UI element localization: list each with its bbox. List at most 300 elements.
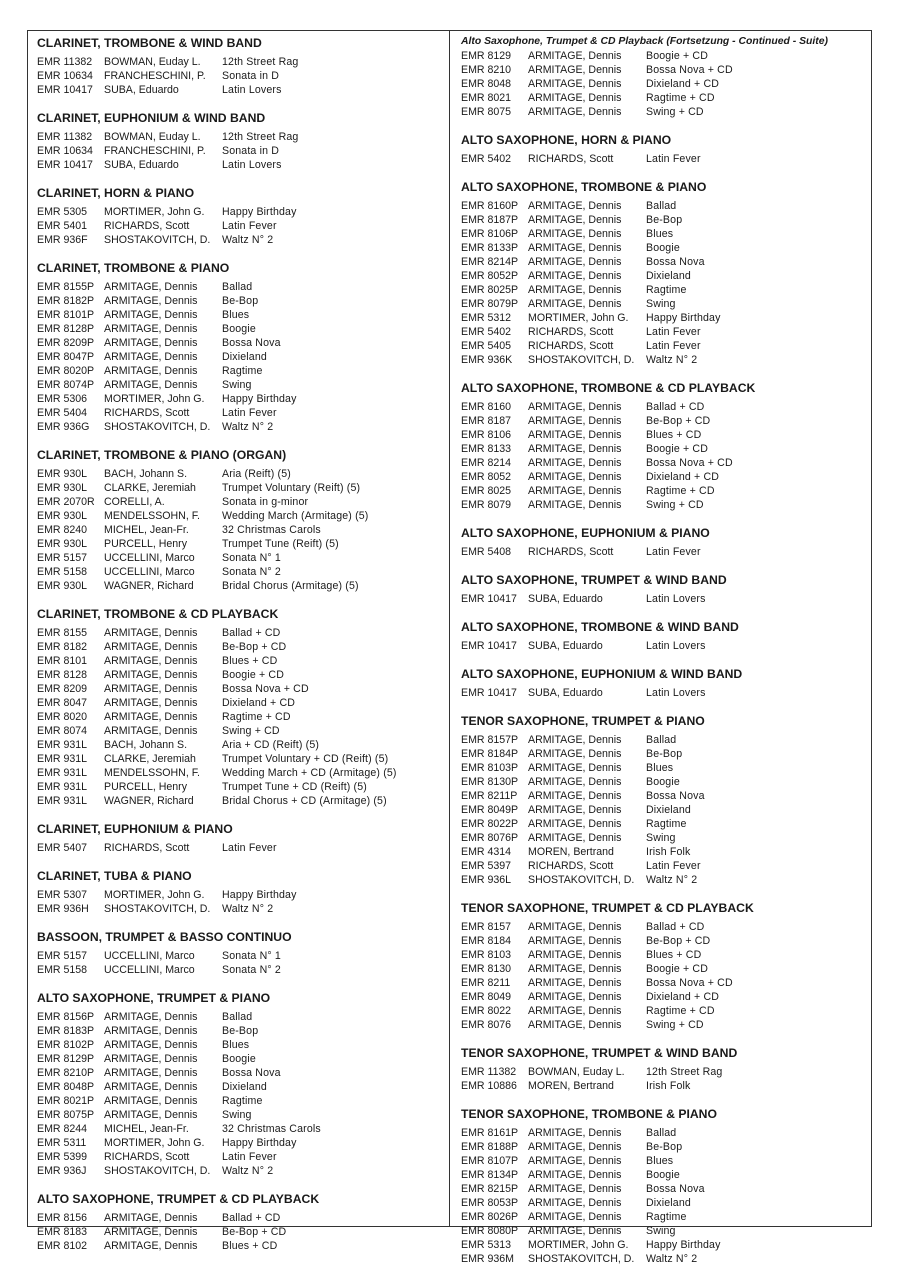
catalog-entry <box>461 255 866 269</box>
composer: BOWMAN, Euday L. <box>528 1066 625 1078</box>
composer: SUBA, Eduardo <box>104 84 179 96</box>
composer: ARMITAGE, Dennis <box>104 627 198 639</box>
catalog-entry <box>37 83 442 97</box>
piece-title: Be-Bop <box>222 295 259 307</box>
catalog-entry <box>461 49 866 63</box>
piece-title: Dixieland <box>646 270 691 282</box>
catalog-entry <box>37 841 442 855</box>
composer: UCCELLINI, Marco <box>104 950 195 962</box>
composer: ARMITAGE, Dennis <box>528 298 622 310</box>
section-title: TENOR SAXOPHONE, TRUMPET & WIND BAND <box>461 1046 738 1060</box>
piece-title: Latin Fever <box>222 407 277 419</box>
catalog-entry <box>461 470 866 484</box>
catalog-entry <box>461 948 866 962</box>
composer: ARMITAGE, Dennis <box>528 499 622 511</box>
composer: ARMITAGE, Dennis <box>104 1240 198 1252</box>
catalog-entry <box>37 523 442 537</box>
section-title: CLARINET, EUPHONIUM & PIANO <box>37 822 233 836</box>
piece-title: Ballad <box>646 1127 677 1139</box>
catalog-entry <box>37 551 442 565</box>
piece-title: Latin Lovers <box>646 640 706 652</box>
catalog-entry <box>461 775 866 789</box>
piece-title: Sonata N° 1 <box>222 950 281 962</box>
piece-title: Aria + CD (Reift) (5) <box>222 739 320 751</box>
section-title: BASSOON, TRUMPET & BASSO CONTINUO <box>37 930 292 944</box>
catalog-number: EMR 8047 <box>37 697 88 709</box>
composer: ARMITAGE, Dennis <box>528 949 622 961</box>
catalog-entry <box>37 565 442 579</box>
catalog-entry <box>461 297 866 311</box>
catalog-number: EMR 8209P <box>37 337 95 349</box>
catalog-entry <box>461 400 866 414</box>
catalog-entry <box>461 976 866 990</box>
piece-title: Irish Folk <box>646 1080 691 1092</box>
catalog-number: EMR 5307 <box>37 889 88 901</box>
catalog-entry <box>461 484 866 498</box>
catalog-number: EMR 8026P <box>461 1211 519 1223</box>
composer: ARMITAGE, Dennis <box>104 683 198 695</box>
composer: CLARKE, Jeremiah <box>104 482 196 494</box>
composer: ARMITAGE, Dennis <box>528 1225 622 1237</box>
piece-title: 12th Street Rag <box>222 56 299 68</box>
catalog-entry <box>461 325 866 339</box>
catalog-entry <box>461 269 866 283</box>
catalog-number: EMR 8129P <box>37 1053 95 1065</box>
catalog-entry <box>461 1252 866 1266</box>
composer: SHOSTAKOVITCH, D. <box>104 421 211 433</box>
piece-title: Sonata N° 2 <box>222 964 281 976</box>
catalog-number: EMR 2070R <box>37 496 95 508</box>
section-title: CLARINET, TROMBONE & PIANO (ORGAN) <box>37 448 287 462</box>
composer: ARMITAGE, Dennis <box>528 1141 622 1153</box>
catalog-number: EMR 930L <box>37 580 88 592</box>
composer: SUBA, Eduardo <box>528 593 603 605</box>
catalog-entry <box>37 495 442 509</box>
catalog-number: EMR 5402 <box>461 326 512 338</box>
catalog-entry <box>461 442 866 456</box>
catalog-number: EMR 8182 <box>37 641 88 653</box>
composer: ARMITAGE, Dennis <box>528 1169 622 1181</box>
composer: ARMITAGE, Dennis <box>104 1067 198 1079</box>
catalog-entry <box>37 949 442 963</box>
composer: SUBA, Eduardo <box>528 687 603 699</box>
composer: ARMITAGE, Dennis <box>528 1197 622 1209</box>
composer: ARMITAGE, Dennis <box>528 991 622 1003</box>
composer: MICHEL, Jean-Fr. <box>104 1123 189 1135</box>
composer: UCCELLINI, Marco <box>104 566 195 578</box>
section-entries <box>37 841 442 855</box>
catalog-entry <box>461 353 866 367</box>
catalog-number: EMR 11382 <box>37 131 93 143</box>
piece-title: Dixieland + CD <box>646 471 720 483</box>
section-title: CLARINET, HORN & PIANO <box>37 186 195 200</box>
catalog-entry <box>37 888 442 902</box>
catalog-entry <box>461 1154 866 1168</box>
catalog-number: EMR 8076 <box>461 1019 512 1031</box>
catalog-number: EMR 936H <box>37 903 89 915</box>
piece-title: Be-Bop + CD <box>646 415 711 427</box>
catalog-number: EMR 10417 <box>37 159 93 171</box>
composer: ARMITAGE, Dennis <box>528 443 622 455</box>
catalog-number: EMR 8211 <box>461 977 511 989</box>
catalog-entry <box>461 1238 866 1252</box>
catalog-entry <box>37 738 442 752</box>
catalog-number: EMR 5405 <box>461 340 512 352</box>
catalog-number: EMR 8079 <box>461 499 512 511</box>
catalog-number: EMR 11382 <box>37 56 93 68</box>
catalog-number: EMR 936J <box>37 1165 87 1177</box>
section-title: ALTO SAXOPHONE, HORN & PIANO <box>461 133 672 147</box>
catalog-entry <box>461 733 866 747</box>
composer: CLARKE, Jeremiah <box>104 753 196 765</box>
catalog-number: EMR 5408 <box>461 546 512 558</box>
composer: BACH, Johann S. <box>104 739 188 751</box>
piece-title: Ballad <box>646 734 677 746</box>
section-title: TENOR SAXOPHONE, TRUMPET & CD PLAYBACK <box>461 901 754 915</box>
composer: ARMITAGE, Dennis <box>104 323 198 335</box>
catalog-number: EMR 936F <box>37 234 88 246</box>
catalog-number: EMR 5404 <box>37 407 88 419</box>
catalog-number: EMR 8076P <box>461 832 519 844</box>
piece-title: Boogie <box>646 1169 680 1181</box>
composer: ARMITAGE, Dennis <box>104 669 198 681</box>
catalog-number: EMR 10634 <box>37 145 93 157</box>
catalog-entry <box>37 420 442 434</box>
catalog-entry <box>461 1004 866 1018</box>
catalog-number: EMR 8244 <box>37 1123 88 1135</box>
catalog-number: EMR 8080P <box>461 1225 519 1237</box>
catalog-entry <box>37 1150 442 1164</box>
catalog-entry <box>37 1136 442 1150</box>
catalog-number: EMR 8182P <box>37 295 95 307</box>
catalog-entry <box>461 428 866 442</box>
catalog-number: EMR 8022 <box>461 1005 512 1017</box>
piece-title: Be-Bop <box>646 1141 683 1153</box>
catalog-number: EMR 8184 <box>461 935 512 947</box>
catalog-entry <box>37 537 442 551</box>
catalog-entry <box>37 668 442 682</box>
piece-title: Ragtime <box>222 365 263 377</box>
catalog-entry <box>461 873 866 887</box>
piece-title: Swing <box>646 298 676 310</box>
section-entries <box>37 280 442 434</box>
catalog-number: EMR 10417 <box>461 593 517 605</box>
catalog-entry <box>37 696 442 710</box>
catalog-entry <box>461 639 866 653</box>
catalog-entry <box>37 1024 442 1038</box>
composer: ARMITAGE, Dennis <box>104 1039 198 1051</box>
catalog-entry <box>461 77 866 91</box>
catalog-number: EMR 8106 <box>461 429 512 441</box>
composer: RICHARDS, Scott <box>528 326 614 338</box>
composer: ARMITAGE, Dennis <box>528 214 622 226</box>
section-title: ALTO SAXOPHONE, TROMBONE & PIANO <box>461 180 707 194</box>
piece-title: Irish Folk <box>646 846 691 858</box>
piece-title: Be-Bop + CD <box>222 641 287 653</box>
piece-title: Boogie + CD <box>646 963 709 975</box>
catalog-number: EMR 8128P <box>37 323 95 335</box>
catalog-entry <box>461 817 866 831</box>
composer: ARMITAGE, Dennis <box>528 415 622 427</box>
piece-title: Blues <box>646 1155 674 1167</box>
catalog-entry <box>37 378 442 392</box>
composer: RICHARDS, Scott <box>528 860 614 872</box>
catalog-entry <box>461 845 866 859</box>
piece-title: Bossa Nova <box>646 256 705 268</box>
catalog-number: EMR 8155P <box>37 281 95 293</box>
catalog-number: EMR 5313 <box>461 1239 512 1251</box>
piece-title: Swing <box>646 832 676 844</box>
catalog-entry <box>461 1079 866 1093</box>
piece-title: Dixieland <box>222 351 267 363</box>
composer: RICHARDS, Scott <box>528 153 614 165</box>
catalog-number: EMR 8075P <box>37 1109 95 1121</box>
composer: ARMITAGE, Dennis <box>528 256 622 268</box>
composer: BACH, Johann S. <box>104 468 188 480</box>
catalog-entry <box>461 789 866 803</box>
piece-title: Blues + CD <box>222 655 278 667</box>
catalog-number: EMR 8103P <box>461 762 519 774</box>
catalog-number: EMR 8048 <box>461 78 512 90</box>
piece-title: Waltz N° 2 <box>222 903 274 915</box>
catalog-entry <box>37 144 442 158</box>
catalog-number: EMR 936K <box>461 354 513 366</box>
catalog-entry <box>461 1168 866 1182</box>
composer: SHOSTAKOVITCH, D. <box>104 1165 211 1177</box>
composer: MOREN, Bertrand <box>528 846 614 858</box>
composer: ARMITAGE, Dennis <box>528 471 622 483</box>
catalog-number: EMR 8160P <box>461 200 519 212</box>
catalog-entry <box>37 780 442 794</box>
catalog-number: EMR 4314 <box>461 846 512 858</box>
piece-title: Bossa Nova + CD <box>646 457 733 469</box>
section-entries <box>37 55 442 97</box>
catalog-entry <box>461 105 866 119</box>
composer: ARMITAGE, Dennis <box>104 641 198 653</box>
catalog-number: EMR 8102P <box>37 1039 95 1051</box>
composer: MORTIMER, John G. <box>528 312 629 324</box>
piece-title: Be-Bop + CD <box>222 1226 287 1238</box>
piece-title: Blues <box>222 1039 250 1051</box>
piece-title: Swing + CD <box>222 725 280 737</box>
piece-title: Latin Fever <box>646 340 701 352</box>
section-entries <box>37 205 442 247</box>
composer: MENDELSSOHN, F. <box>104 510 200 522</box>
section-entries <box>37 888 442 916</box>
section-entries <box>461 1126 866 1266</box>
section-entries <box>461 199 866 367</box>
piece-title: Boogie + CD <box>646 50 709 62</box>
piece-title: Blues + CD <box>222 1240 278 1252</box>
catalog-number: EMR 5402 <box>461 153 512 165</box>
catalog-number: EMR 8075 <box>461 106 512 118</box>
composer: ARMITAGE, Dennis <box>528 977 622 989</box>
piece-title: Waltz N° 2 <box>222 421 274 433</box>
piece-title: Swing + CD <box>646 106 704 118</box>
piece-title: Happy Birthday <box>646 1239 721 1251</box>
composer: ARMITAGE, Dennis <box>528 776 622 788</box>
catalog-entry <box>37 205 442 219</box>
composer: ARMITAGE, Dennis <box>104 1109 198 1121</box>
composer: ARMITAGE, Dennis <box>528 284 622 296</box>
piece-title: Swing <box>222 1109 252 1121</box>
catalog-number: EMR 8128 <box>37 669 88 681</box>
piece-title: Bossa Nova + CD <box>646 977 733 989</box>
catalog-entry <box>461 934 866 948</box>
catalog-entry <box>37 794 442 808</box>
catalog-number: EMR 8183 <box>37 1226 88 1238</box>
catalog-entry <box>37 1108 442 1122</box>
catalog-entry <box>461 545 866 559</box>
catalog-number: EMR 8157P <box>461 734 519 746</box>
catalog-number: EMR 8074 <box>37 725 88 737</box>
piece-title: Ragtime <box>646 284 687 296</box>
piece-title: Bridal Chorus (Armitage) (5) <box>222 580 359 592</box>
composer: ARMITAGE, Dennis <box>104 295 198 307</box>
composer: ARMITAGE, Dennis <box>528 921 622 933</box>
piece-title: Ballad <box>222 281 253 293</box>
catalog-number: EMR 5157 <box>37 950 88 962</box>
catalog-entry <box>461 686 866 700</box>
composer: BOWMAN, Euday L. <box>104 131 201 143</box>
catalog-entry <box>37 69 442 83</box>
catalog-number: EMR 8214 <box>461 457 512 469</box>
catalog-number: EMR 5401 <box>37 220 88 232</box>
catalog-entry <box>461 962 866 976</box>
catalog-number: EMR 931L <box>37 739 88 751</box>
composer: MICHEL, Jean-Fr. <box>104 524 189 536</box>
catalog-number: EMR 8102 <box>37 1240 88 1252</box>
composer: ARMITAGE, Dennis <box>104 1226 198 1238</box>
catalog-entry <box>37 130 442 144</box>
composer: ARMITAGE, Dennis <box>104 697 198 709</box>
catalog-entry <box>37 1066 442 1080</box>
catalog-number: EMR 10634 <box>37 70 93 82</box>
composer: MORTIMER, John G. <box>104 1137 205 1149</box>
catalog-number: EMR 8130P <box>461 776 519 788</box>
catalog-number: EMR 5312 <box>461 312 512 324</box>
catalog-entry <box>37 1080 442 1094</box>
catalog-number: EMR 8188P <box>461 1141 519 1153</box>
composer: ARMITAGE, Dennis <box>104 1053 198 1065</box>
piece-title: 32 Christmas Carols <box>222 1123 321 1135</box>
section-title: Alto Saxophone, Trumpet & CD Playback (Fortsetzung - Continued - Suite) <box>461 36 828 47</box>
catalog-entry <box>37 336 442 350</box>
piece-title: Blues <box>646 762 674 774</box>
composer: FRANCHESCHINI, P. <box>104 70 206 82</box>
catalog-entry <box>37 1038 442 1052</box>
catalog-entry <box>37 481 442 495</box>
catalog-number: EMR 10417 <box>37 84 93 96</box>
section-entries <box>461 920 866 1032</box>
piece-title: Latin Lovers <box>222 84 282 96</box>
piece-title: Ragtime <box>646 1211 687 1223</box>
catalog-number: EMR 931L <box>37 767 88 779</box>
composer: ARMITAGE, Dennis <box>528 429 622 441</box>
piece-title: Bossa Nova + CD <box>646 64 733 76</box>
catalog-entry <box>461 339 866 353</box>
section-entries <box>461 592 866 606</box>
catalog-entry <box>37 1010 442 1024</box>
composer: ARMITAGE, Dennis <box>528 200 622 212</box>
catalog-entry <box>461 1140 866 1154</box>
piece-title: Swing + CD <box>646 499 704 511</box>
section-entries <box>37 1211 442 1253</box>
piece-title: Ragtime <box>222 1095 263 1107</box>
composer: ARMITAGE, Dennis <box>104 1095 198 1107</box>
catalog-number: EMR 8022P <box>461 818 519 830</box>
piece-title: Ballad <box>222 1011 253 1023</box>
catalog-entry <box>461 152 866 166</box>
piece-title: Be-Bop <box>646 214 683 226</box>
catalog-entry <box>37 1164 442 1178</box>
section-entries <box>37 626 442 808</box>
catalog-number: EMR 8187P <box>461 214 519 226</box>
composer: ARMITAGE, Dennis <box>528 106 622 118</box>
catalog-number: EMR 8130 <box>461 963 512 975</box>
catalog-number: EMR 8156P <box>37 1011 95 1023</box>
catalog-number: EMR 931L <box>37 753 88 765</box>
catalog-number: EMR 5157 <box>37 552 88 564</box>
catalog-number: EMR 8133 <box>461 443 512 455</box>
catalog-number: EMR 8210 <box>461 64 512 76</box>
catalog-number: EMR 5158 <box>37 964 88 976</box>
piece-title: Dixieland + CD <box>222 697 296 709</box>
section-entries <box>37 949 442 977</box>
piece-title: Latin Fever <box>222 1151 277 1163</box>
section-title: ALTO SAXOPHONE, TRUMPET & CD PLAYBACK <box>37 1192 320 1206</box>
catalog-number: EMR 8134P <box>461 1169 519 1181</box>
catalog-number: EMR 936M <box>461 1253 514 1265</box>
catalog-entry <box>37 322 442 336</box>
piece-title: Latin Fever <box>646 860 701 872</box>
section-title: TENOR SAXOPHONE, TROMBONE & PIANO <box>461 1107 717 1121</box>
section-title: CLARINET, EUPHONIUM & WIND BAND <box>37 111 266 125</box>
catalog-entry <box>461 990 866 1004</box>
catalog-number: EMR 8048P <box>37 1081 95 1093</box>
catalog-entry <box>461 747 866 761</box>
catalog-entry <box>461 63 866 77</box>
catalog-number: EMR 10417 <box>461 687 517 699</box>
piece-title: Be-Bop <box>222 1025 259 1037</box>
piece-title: Bridal Chorus + CD (Armitage) (5) <box>222 795 387 807</box>
catalog-number: EMR 8020 <box>37 711 88 723</box>
piece-title: Ragtime <box>646 818 687 830</box>
catalog-number: EMR 8107P <box>461 1155 519 1167</box>
composer: UCCELLINI, Marco <box>104 964 195 976</box>
piece-title: 12th Street Rag <box>222 131 299 143</box>
catalog-number: EMR 8215P <box>461 1183 519 1195</box>
composer: SHOSTAKOVITCH, D. <box>528 874 635 886</box>
composer: WAGNER, Richard <box>104 795 194 807</box>
catalog-number: EMR 8020P <box>37 365 95 377</box>
section-entries <box>37 467 442 593</box>
piece-title: Waltz N° 2 <box>646 1253 698 1265</box>
piece-title: Trumpet Tune (Reift) (5) <box>222 538 339 550</box>
right-column <box>461 35 866 1279</box>
catalog-entry <box>461 1210 866 1224</box>
composer: ARMITAGE, Dennis <box>528 1211 622 1223</box>
piece-title: Trumpet Voluntary (Reift) (5) <box>222 482 361 494</box>
composer: MENDELSSOHN, F. <box>104 767 200 779</box>
section-title: CLARINET, TROMBONE & CD PLAYBACK <box>37 607 279 621</box>
piece-title: Dixieland <box>646 1197 691 1209</box>
piece-title: Boogie + CD <box>222 669 285 681</box>
composer: ARMITAGE, Dennis <box>104 655 198 667</box>
catalog-entry <box>37 902 442 916</box>
piece-title: Latin Fever <box>646 153 701 165</box>
catalog-entry <box>37 55 442 69</box>
